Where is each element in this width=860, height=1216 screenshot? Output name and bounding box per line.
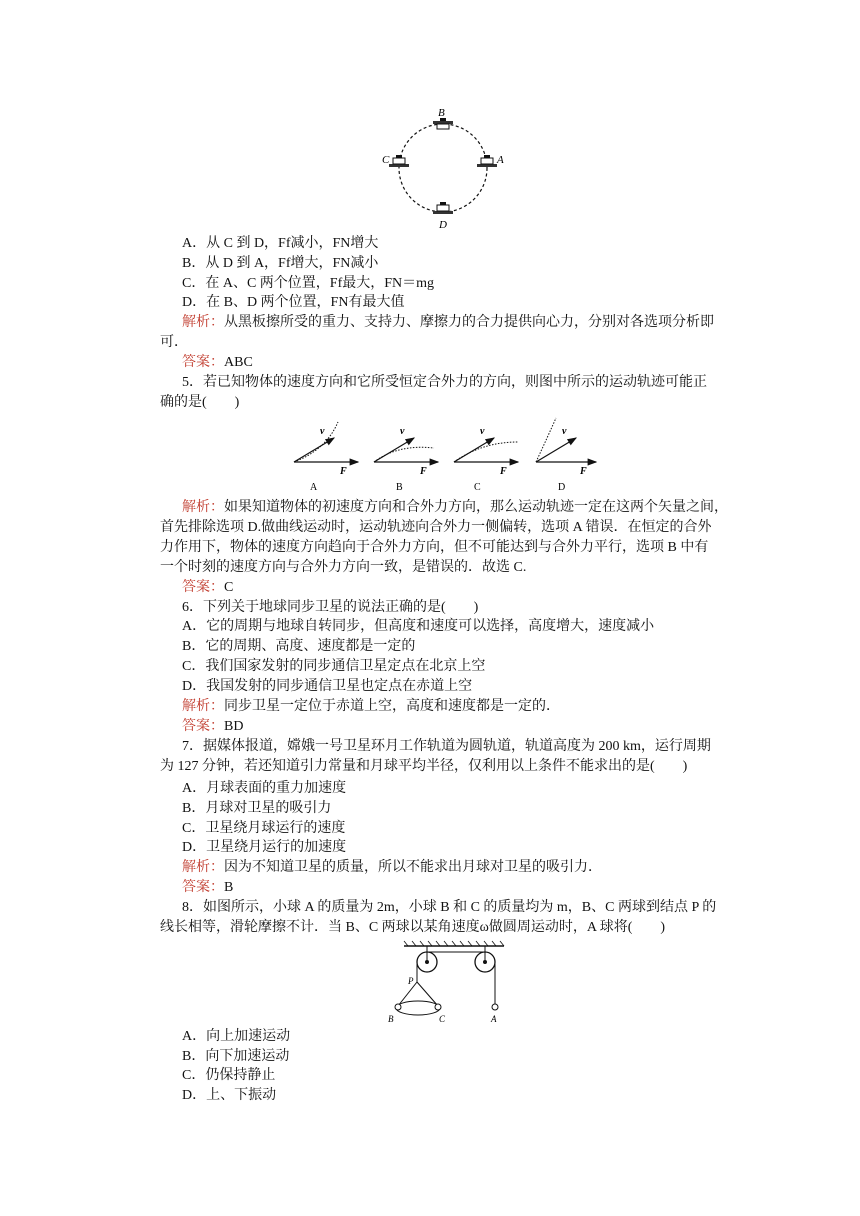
eraser-d-icon (433, 202, 453, 214)
q4-analysis-cont: 可． (160, 335, 188, 350)
q5-answer-value: C (224, 580, 234, 595)
q7-option-d: D．卫星绕月运行的加速度 (182, 840, 347, 855)
answer-label: 答案： (182, 355, 224, 370)
q5-stem-1: 5．若已知物体的速度方向和它所受恒定合外力的方向，则图中所示的运动轨迹可能正 (182, 375, 707, 390)
svg-text:B: B (388, 1014, 394, 1024)
q7-option-b: B．月球对卫星的吸引力 (182, 801, 332, 816)
q8-stem-1: 8．如图所示，小球 A 的质量为 2m，小球 B 和 C 的质量均为 m，B、C 两球到结点 P 的 (182, 900, 717, 915)
ball-b-icon (395, 1004, 401, 1010)
q8-stem-2: 线长相等，滑轮摩擦不计．当 B、C 两球以某角速度ω做圆周运动时，A 球将( ) (160, 920, 666, 935)
eraser-c-icon (389, 155, 409, 167)
ball-a-icon (492, 1004, 498, 1010)
q8-option-d: D．上、下振动 (182, 1088, 277, 1103)
q8-option-b: B．向下加速运动 (182, 1049, 290, 1064)
q4-answer (182, 353, 253, 373)
svg-text:v: v (562, 426, 567, 437)
q4-label-a: A (497, 154, 504, 166)
svg-text:B: B (396, 482, 403, 493)
q5-analysis-4: 一个时刻的速度方向与合外力方向一致，是错误的．故选 C. (160, 560, 527, 575)
q4-option-c: C．在 A、C 两个位置，Ff最大，FN＝mg (182, 276, 435, 291)
q5-analysis-1 (182, 498, 728, 518)
q5-analysis-3: 力作用下，物体的速度方向趋向于合外力方向，但不可能达到与合外力平行，选项 B 中有 (160, 540, 709, 555)
svg-text:F: F (340, 466, 347, 477)
analysis-label: 解析： (182, 315, 224, 330)
q4-analysis (182, 313, 714, 333)
svg-text:v: v (400, 426, 405, 437)
q5-option-b-figure (374, 426, 438, 493)
q7-stem-1: 7．据媒体报道，嫦娥一号卫星环月工作轨道为圆轨道，轨道高度为 200 km，运行周期 (182, 739, 711, 754)
q5-trajectory-figure (286, 416, 606, 494)
q7-analysis (182, 858, 602, 878)
q7-analysis-text: 因为不知道卫星的质量，所以不能求出月球对卫星的吸引力． (224, 860, 602, 875)
q4-option-a: A．从 C 到 D，Ff减小，FN增大 (182, 236, 379, 251)
q5-analysis-text-1: 如果知道物体的初速度方向和合外力方向，那么运动轨迹一定在这两个矢量之间， (224, 500, 728, 515)
q4-analysis-text: 从黑板擦所受的重力、支持力、摩擦力的合力提供向心力，分别对各选项分析即 (224, 315, 714, 330)
svg-text:F: F (580, 466, 587, 477)
svg-text:F: F (500, 466, 507, 477)
ball-c-icon (435, 1004, 441, 1010)
q4-option-d: D．在 B、D 两个位置，FN有最大值 (182, 295, 405, 310)
svg-text:F: F (420, 466, 427, 477)
q7-option-c: C．卫星绕月球运行的速度 (182, 821, 346, 836)
q6-analysis (182, 697, 560, 717)
q6-option-b: B．它的周期、高度、速度都是一定的 (182, 639, 416, 654)
q6-option-d: D．我国发射的同步通信卫星也定点在赤道上空 (182, 679, 473, 694)
q7-option-a: A．月球表面的重力加速度 (182, 781, 347, 796)
eraser-b-icon (433, 118, 453, 129)
q6-stem: 6．下列关于地球同步卫星的说法正确的是( ) (182, 600, 479, 615)
answer-label: 答案： (182, 719, 224, 734)
analysis-label: 解析： (182, 860, 224, 875)
svg-text:v: v (480, 426, 485, 437)
q4-label-d: D (439, 219, 447, 231)
analysis-label: 解析： (182, 500, 224, 515)
q6-analysis-text: 同步卫星一定位于赤道上空，高度和速度都是一定的． (224, 699, 560, 714)
svg-text:A: A (491, 1014, 497, 1024)
q8-pulley-figure (382, 940, 512, 1026)
svg-text:P: P (408, 976, 414, 986)
q6-option-c: C．我们国家发射的同步通信卫星定点在北京上空 (182, 659, 486, 674)
q4-label-b: B (438, 107, 445, 119)
q7-stem-2: 为 127 分钟，若还知道引力常量和月球平均半径，仅利用以上条件不能求出的是( ) (160, 759, 688, 774)
q4-label-c: C (382, 154, 390, 166)
q6-option-a: A．它的周期与地球自转同步，但高度和速度可以选择，高度增大，速度减小 (182, 619, 655, 634)
q8-option-a: A．向上加速运动 (182, 1029, 291, 1044)
svg-text:A: A (310, 482, 318, 493)
q7-answer (182, 878, 233, 898)
svg-text:C: C (474, 482, 481, 493)
svg-text:v: v (320, 426, 325, 437)
svg-text:C: C (439, 1014, 446, 1024)
q4-option-b: B．从 D 到 A，Ff增大，FN减小 (182, 256, 379, 271)
q4-circle-figure (380, 104, 510, 234)
q5-option-c-figure (454, 426, 518, 493)
q5-option-d-figure (536, 418, 596, 493)
q5-answer (182, 578, 233, 598)
q8-option-c: C．仍保持静止 (182, 1068, 276, 1083)
q6-answer (182, 717, 243, 737)
answer-label: 答案： (182, 580, 224, 595)
answer-label: 答案： (182, 880, 224, 895)
q5-option-a-figure (294, 422, 358, 493)
analysis-label: 解析： (182, 699, 224, 714)
q4-answer-value: ABC (224, 355, 253, 370)
svg-text:D: D (558, 482, 566, 493)
q7-answer-value: B (224, 880, 234, 895)
q5-analysis-2: 首先排除选项 D.做曲线运动时，运动轨迹向合外力一侧偏转，选项 A 错误．在恒定的合外 (160, 520, 712, 535)
q5-stem-2: 确的是( ) (160, 395, 240, 410)
eraser-a-icon (477, 155, 497, 167)
q6-answer-value: BD (224, 719, 244, 734)
